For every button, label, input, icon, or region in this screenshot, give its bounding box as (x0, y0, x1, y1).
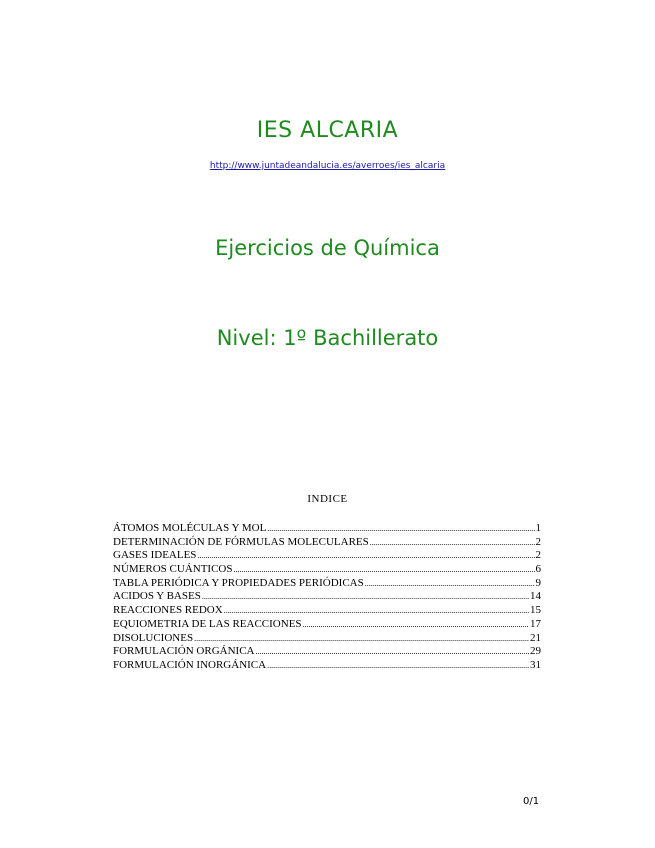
toc-entry-page: 2 (535, 535, 541, 548)
document-title: Ejercicios de Química (215, 236, 440, 260)
toc-dot-leader (267, 522, 534, 536)
toc-entry-page: 17 (530, 617, 541, 630)
toc-entry-page: 9 (535, 576, 541, 589)
school-title: IES ALCARIA (256, 118, 399, 143)
toc-dot-leader (197, 549, 534, 563)
toc-entry-disoluciones[interactable] (113, 632, 541, 646)
toc-entry-organica[interactable] (113, 645, 541, 659)
toc-entry-page: 1 (535, 522, 541, 534)
toc-entry-title: DISOLUCIONES (113, 631, 194, 644)
toc-entry-page: 2 (535, 549, 541, 562)
toc-entry-title: ACIDOS Y BASES (113, 590, 201, 603)
toc-dot-leader (202, 590, 529, 604)
table-of-contents (113, 522, 541, 673)
toc-entry-page: 21 (530, 631, 541, 644)
toc-entry-title: DETERMINACIÓN DE FÓRMULAS MOLECULARES (113, 535, 369, 548)
toc-entry-acidos[interactable] (113, 590, 541, 604)
toc-entry-title: FORMULACIÓN ORGÁNICA (113, 645, 255, 658)
toc-entry-atomos[interactable] (113, 522, 541, 536)
toc-entry-title: FORMULACIÓN INORGÁNICA (113, 658, 267, 671)
toc-dot-leader (234, 563, 535, 577)
toc-entry-gases[interactable] (113, 549, 541, 563)
toc-dot-leader (365, 577, 535, 591)
page-number: 0/1 (523, 796, 540, 807)
toc-entry-equiometria[interactable] (113, 618, 541, 632)
toc-entry-tabla[interactable] (113, 577, 541, 591)
toc-entry-title: TABLA PERIÓDICA Y PROPIEDADES PERIÓDICAS (113, 576, 364, 589)
toc-entry-title: NÚMEROS CUÁNTICOS (113, 563, 233, 576)
toc-dot-leader (224, 604, 529, 618)
toc-entry-title: GASES IDEALES (113, 549, 197, 562)
toc-dot-leader (370, 536, 535, 550)
toc-entry-page: 14 (530, 590, 541, 603)
toc-entry-formulas[interactable] (113, 536, 541, 550)
toc-entry-redox[interactable] (113, 604, 541, 618)
toc-entry-inorganica[interactable] (113, 659, 541, 673)
toc-entry-title: EQUIOMETRIA DE LAS REACCIONES (113, 617, 302, 630)
toc-entry-page: 15 (530, 604, 541, 617)
toc-entry-page: 6 (535, 563, 541, 576)
toc-dot-leader (194, 632, 529, 646)
toc-entry-title: ÁTOMOS MOLÉCULAS Y MOL (113, 522, 267, 534)
toc-dot-leader (255, 645, 529, 659)
toc-entry-numeros[interactable] (113, 563, 541, 577)
school-website-link[interactable]: http://www.juntadeandalucia.es/averroes/ies_alcaria (209, 161, 446, 171)
toc-entry-page: 29 (530, 645, 541, 658)
toc-entry-title: REACCIONES REDOX (113, 604, 223, 617)
toc-dot-leader (303, 618, 529, 632)
course-level: Nivel: 1º Bachillerato (216, 326, 439, 350)
toc-dot-leader (267, 659, 529, 673)
toc-entry-page: 31 (530, 658, 541, 671)
index-heading: INDICE (307, 493, 348, 505)
